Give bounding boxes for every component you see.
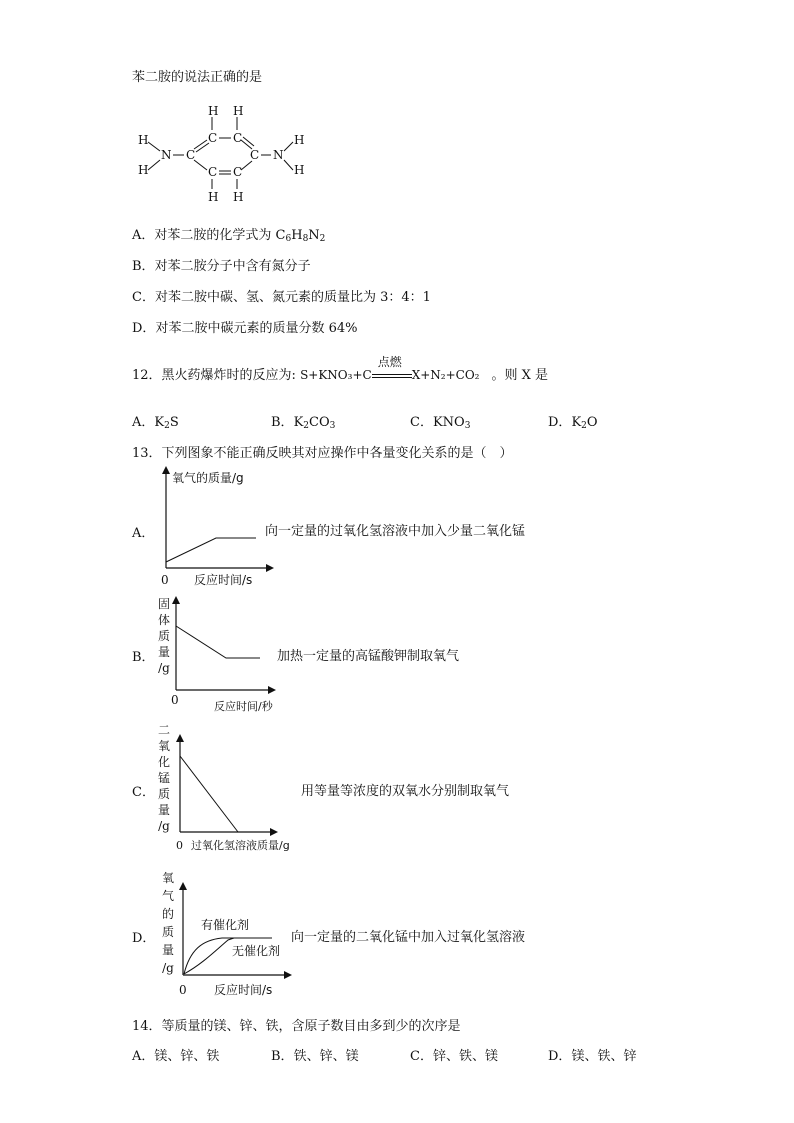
chemical-formula xyxy=(294,415,336,430)
atom-c-bottom-right: C xyxy=(233,165,243,179)
graph-d-label-catalyzed: 有催化剂 xyxy=(201,918,250,932)
q12-option-a xyxy=(132,411,179,430)
q14-stem: 14．等质量的镁、锌、铁，含原子数目由多到少的次序是 xyxy=(132,1019,461,1034)
option-key: A． xyxy=(132,228,155,243)
graph-a-key: A． xyxy=(132,526,155,541)
graph-c-ylabel-char: /g xyxy=(158,819,170,833)
q14-option-c xyxy=(410,1045,498,1064)
graph-d-ylabel-char: /g xyxy=(162,961,174,975)
q11-option-d xyxy=(132,317,357,336)
atom-c-bottom-left: C xyxy=(208,165,218,179)
graph-d-ylabel-char: 氧 xyxy=(161,871,175,885)
graph-c-key: C． xyxy=(132,785,155,800)
atom-c-right: C xyxy=(250,148,260,162)
option-key: A． xyxy=(132,415,155,430)
equation-right: X+N₂+CO₂ xyxy=(411,368,480,382)
q11-option-c xyxy=(132,286,431,305)
graph-d-description: 向一定量的二氧化锰中加入过氧化氢溶液 xyxy=(291,930,526,945)
question-number: 12． xyxy=(132,368,162,383)
atom-h-top-right: H xyxy=(233,104,244,118)
formula-symbol: C xyxy=(275,228,286,243)
p-phenylenediamine-structure xyxy=(128,100,328,210)
option-text: 对苯二胺的化学式为 xyxy=(154,228,276,243)
q12-option-d xyxy=(548,411,598,430)
option-text: 镁、锌、铁 xyxy=(154,1049,220,1064)
graph-d-ylabel-char: 质 xyxy=(161,925,175,939)
graph-d-origin: 0 xyxy=(179,983,187,997)
reaction-condition: 点燃 xyxy=(377,354,402,369)
chemical-formula xyxy=(433,415,470,430)
option-key: C． xyxy=(410,415,433,430)
option-text: 锌、铁、镁 xyxy=(432,1049,498,1064)
q14-option-d xyxy=(548,1045,636,1064)
q14-option-a xyxy=(132,1045,219,1064)
graph-d-ylabel-char: 气 xyxy=(161,889,175,903)
option-text: 镁、铁、锌 xyxy=(571,1049,637,1064)
graph-b-ylabel-char: 固 xyxy=(157,597,171,611)
graph-c-ylabel-char: 氧 xyxy=(157,739,171,753)
option-key: A． xyxy=(132,1049,155,1064)
chemical-formula xyxy=(571,415,597,430)
atom-h-left-lower: H xyxy=(138,163,149,177)
atom-h-right-upper: H xyxy=(294,133,305,147)
graph-c-ylabel-char: 锰 xyxy=(157,771,171,785)
graph-c-ylabel-char: 二 xyxy=(157,723,171,737)
atom-h-bottom-left: H xyxy=(208,190,219,204)
chemical-formula xyxy=(276,228,326,243)
formula-subscript: 6 xyxy=(285,234,292,244)
atom-h-right-lower: H xyxy=(294,163,305,177)
graph-b-key: B． xyxy=(132,650,155,665)
reaction-arrow xyxy=(372,354,412,383)
q12-option-c xyxy=(410,411,470,430)
q11-option-a xyxy=(132,224,325,243)
graph-c-ylabel-char: 量 xyxy=(157,803,171,817)
graph-b-origin: 0 xyxy=(171,693,179,707)
formula-symbol: CO xyxy=(309,415,330,430)
q13-stem: 13．下列图象不能正确反映其对应操作中各量变化关系的是（ ） xyxy=(132,446,513,461)
graph-a-description: 向一定量的过氧化氢溶液中加入少量二氧化锰 xyxy=(265,524,526,539)
formula-symbol: O xyxy=(586,415,598,430)
formula-subscript: 3 xyxy=(464,421,471,431)
graph-b-ylabel-char: 质 xyxy=(157,629,171,643)
formula-subscript: 2 xyxy=(303,421,310,431)
graph-c-ylabel-char: 化 xyxy=(157,755,171,769)
graph-b-description: 加热一定量的高锰酸钾制取氧气 xyxy=(277,649,460,664)
q12-stem xyxy=(132,354,549,383)
option-text: 对苯二胺分子中含有氮分子 xyxy=(154,259,311,274)
option-key: C． xyxy=(132,290,155,305)
formula-subscript: 2 xyxy=(581,421,587,431)
q11-stem: 苯二胺的说法正确的是 xyxy=(132,70,263,85)
formula-symbol: H xyxy=(291,228,303,243)
graph-c-curve xyxy=(180,756,238,832)
formula-symbol: K xyxy=(571,415,582,430)
formula-symbol: K xyxy=(154,415,165,430)
graph-a-origin: 0 xyxy=(161,573,169,587)
graph-c-description: 用等量等浓度的双氧水分别制取氧气 xyxy=(301,784,510,799)
graph-b-curve xyxy=(176,626,260,658)
graph-b-ylabel-char: /g xyxy=(158,661,170,675)
graph-c-origin: 0 xyxy=(176,839,183,852)
atom-n-left: N xyxy=(161,148,172,162)
graph-d-label-uncatalyzed: 无催化剂 xyxy=(232,944,281,958)
atom-n-right: N xyxy=(273,148,284,162)
q11-option-b xyxy=(132,255,311,274)
formula-symbol: KNO xyxy=(432,415,465,430)
graph-a-curve xyxy=(166,538,256,562)
atom-c-top-left: C xyxy=(208,131,218,145)
atom-c-top-right: C xyxy=(233,131,243,145)
formula-subscript: 3 xyxy=(329,421,336,431)
graph-a-xlabel: 反应时间/s xyxy=(194,573,253,587)
formula-subscript: 2 xyxy=(164,421,170,431)
graph-c-xlabel: 过氧化氢溶液质量/g xyxy=(191,839,290,852)
equation-left: S+KNO₃+C xyxy=(300,368,372,382)
option-text: 对苯二胺中碳元素的质量分数 64% xyxy=(155,321,358,336)
graph-d-key: D． xyxy=(132,931,156,946)
option-key: D． xyxy=(132,321,156,336)
chemical-formula xyxy=(154,415,178,430)
option-key: C． xyxy=(410,1049,433,1064)
option-text: 铁、锌、镁 xyxy=(293,1049,359,1064)
q14-option-b xyxy=(271,1045,359,1064)
atom-h-left-upper: H xyxy=(138,133,149,147)
atom-c-left: C xyxy=(186,148,196,162)
q12-text-before: 黑火药爆炸时的反应为: xyxy=(161,368,301,383)
formula-symbol: N xyxy=(308,228,320,243)
formula-subscript: 8 xyxy=(302,234,309,244)
option-key: B． xyxy=(271,1049,294,1064)
option-key: B． xyxy=(271,415,294,430)
graph-d-xlabel: 反应时间/s xyxy=(214,983,273,997)
graph-b-xlabel: 反应时间/秒 xyxy=(214,700,273,713)
graph-d-ylabel-char: 的 xyxy=(161,907,175,921)
atom-h-top-left: H xyxy=(208,104,219,118)
graph-b-ylabel-char: 量 xyxy=(157,645,171,659)
formula-subscript: 2 xyxy=(319,234,326,244)
graph-d-ylabel-char: 量 xyxy=(161,943,175,957)
option-key: D． xyxy=(548,415,572,430)
formula-symbol: K xyxy=(293,415,304,430)
option-key: D． xyxy=(548,1049,572,1064)
option-key: B． xyxy=(132,259,155,274)
graph-a-ylabel: 氧气的质量/g xyxy=(172,471,244,485)
atom-h-bottom-right: H xyxy=(233,190,244,204)
q12-text-after: 。则 X 是 xyxy=(491,368,549,383)
formula-symbol: S xyxy=(169,415,179,430)
option-text: 对苯二胺中碳、氢、氮元素的质量比为 3：4：1 xyxy=(154,290,431,305)
graph-c-ylabel-char: 质 xyxy=(157,787,171,801)
q12-option-b xyxy=(271,411,335,430)
graph-b-ylabel-char: 体 xyxy=(157,613,171,627)
